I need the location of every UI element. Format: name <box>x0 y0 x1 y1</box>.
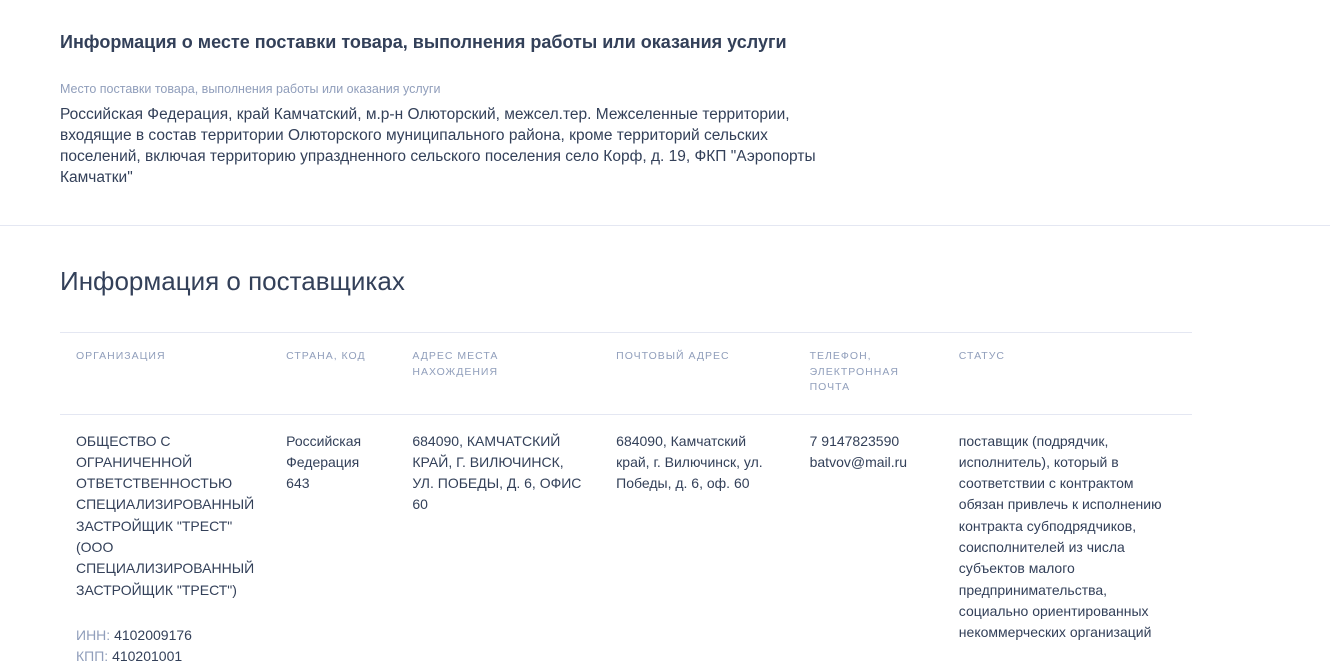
country-code: 643 <box>286 475 310 492</box>
inn-label: ИНН: <box>76 626 111 643</box>
delivery-place-label: Место поставки товара, выполнения работы или оказания услуги <box>60 82 441 96</box>
cell-postal-address: 684090, Камчатский край, г. Вилючинск, ул. Победы, д. 6, оф. 60 <box>616 432 763 492</box>
cell-status: поставщик (подрядчик, исполнитель), который в соответствии с контрактом обязан привлечь к исполнению контракта субподрядчиков, соисполнителей из числа субъектов малого предпринимательства, социально ориентированных некоммерческих организаций <box>958 432 1162 641</box>
suppliers-table-header <box>60 333 1192 415</box>
organization-ids <box>76 625 254 668</box>
kpp-row <box>76 646 254 667</box>
column-header-contact: ТЕЛЕФОН, ЭЛЕКТРОННАЯ ПОЧТА <box>794 333 943 415</box>
delivery-place-value: Российская Федерация, край Камчатский, м.р-н Олюторский, межсел.тер. Межселенные территории, входящие в состав территории Олюторского муниципального района, кроме территорий сельских поселений, включая территорию упраздненного сельского поселения село Корф, д. 19, ФКП "Аэропорты Камчатки" <box>60 106 816 186</box>
kpp-value: 410201001 <box>112 648 183 665</box>
column-header-status: СТАТУС <box>943 333 1192 415</box>
delivery-section-title: Информация о месте поставки товара, выполнения работы или оказания услуги <box>60 32 787 52</box>
table-row <box>60 414 1192 667</box>
cell-address: 684090, КАМЧАТСКИЙ КРАЙ, Г. ВИЛЮЧИНСК, УЛ. ПОБЕДЫ, Д. 6, ОФИС 60 <box>412 432 582 513</box>
inn-row <box>76 625 254 646</box>
cell-country <box>270 414 396 667</box>
suppliers-section-title: Информация о поставщиках <box>60 266 405 296</box>
delivery-place-section <box>0 0 1330 226</box>
suppliers-table <box>60 332 1192 667</box>
column-header-postal-address: ПОЧТОВЫЙ АДРЕС <box>600 333 793 415</box>
organization-name: ОБЩЕСТВО С ОГРАНИЧЕННОЙ ОТВЕТСТВЕННОСТЬЮ СПЕЦИАЛИЗИРОВАННЫЙ ЗАСТРОЙЩИК "ТРЕСТ" (ООО СПЕЦИАЛИЗИРОВАННЫЙ ЗАСТРОЙЩИК "ТРЕСТ") <box>76 432 255 598</box>
country-name: Российская Федерация <box>286 432 362 470</box>
inn-value: 4102009176 <box>114 626 192 643</box>
phone-number: 7 9147823590 <box>809 432 900 449</box>
column-header-organization: ОРГАНИЗАЦИЯ <box>60 333 270 415</box>
column-header-address: АДРЕС МЕСТА НАХОЖДЕНИЯ <box>396 333 600 415</box>
kpp-label: КПП: <box>76 648 109 665</box>
header-row <box>60 333 1192 415</box>
email-address: batvov@mail.ru <box>809 453 908 470</box>
cell-contact <box>794 414 943 667</box>
column-header-country: СТРАНА, КОД <box>270 333 396 415</box>
cell-organization <box>60 414 270 667</box>
